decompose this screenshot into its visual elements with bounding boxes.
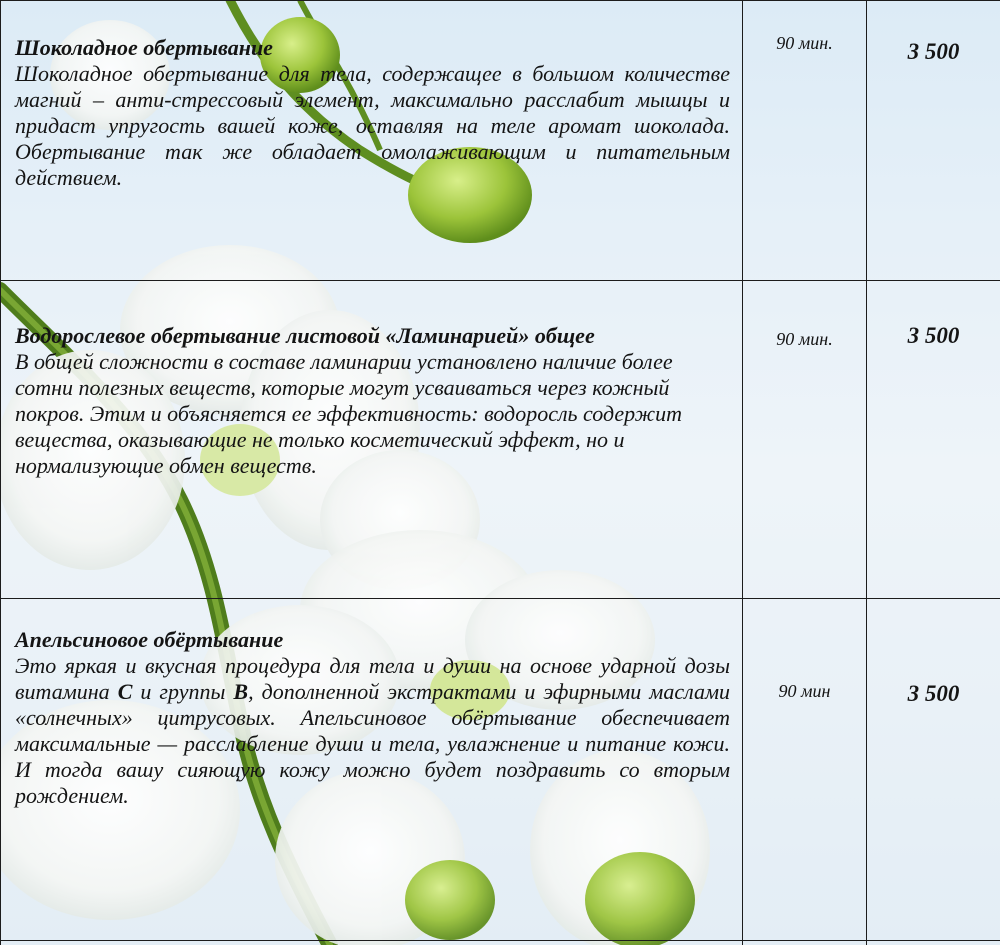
service-title: Водорослевое обертывание листовой «Ламинарией» общее [15, 323, 595, 348]
service-description-cell [1, 281, 743, 599]
service-title: Шоколадное обертывание [15, 35, 273, 60]
service-description [15, 653, 730, 809]
table-row [1, 941, 1000, 945]
service-title: Апельсиновое обёртывание [15, 627, 284, 652]
service-price: 3 500 [867, 1, 1000, 281]
description-text: Это яркая и вкусная процедура для тела и души на основе ударной дозы витамина [15, 653, 730, 704]
service-price: 3 500 [867, 281, 1000, 599]
table-row [1, 1, 1000, 281]
empty-cell [867, 941, 1000, 945]
service-price: 3 500 [867, 599, 1000, 941]
service-duration: 90 мин. [743, 281, 867, 599]
empty-cell [1, 941, 743, 945]
table-row [1, 281, 1000, 599]
vitamin-c-label: С [117, 679, 133, 704]
service-description: В общей сложности в составе ламинарии установлено наличие более сотни полезных веществ, которые могут усваиваться через кожный покров. Этим и объясняется ее эффективность: водоросль содержит вещества, оказывающие не только косметический эффект, но и нормализующие обмен веществ. [15, 349, 682, 478]
service-description-cell [1, 1, 743, 281]
empty-cell [743, 941, 867, 945]
service-duration: 90 мин [743, 599, 867, 941]
description-text: и группы [132, 679, 234, 704]
table-row [1, 599, 1000, 941]
service-duration: 90 мин. [743, 1, 867, 281]
vitamin-b-label: В [233, 679, 249, 704]
description-text: , дополненной экстрактами и эфирными маслами «солнечных» цитрусовых. Апельсиновое обёртывание обеспечивает максимальные — расслабление души и тела, увлажнение и питание кожи. И тогда вашу сияющую кожу можно будет поздравить со вторым рождением. [15, 679, 730, 808]
service-description: Шоколадное обертывание для тела, содержащее в большом количестве магний – анти-стрессовый элемент, максимально расслабит мышцы и придаст упругость вашей коже, оставляя на теле аромат шоколада. Обертывание так же обладает омолаживающим и питательным действием. [15, 61, 730, 190]
service-description-cell [1, 599, 743, 941]
